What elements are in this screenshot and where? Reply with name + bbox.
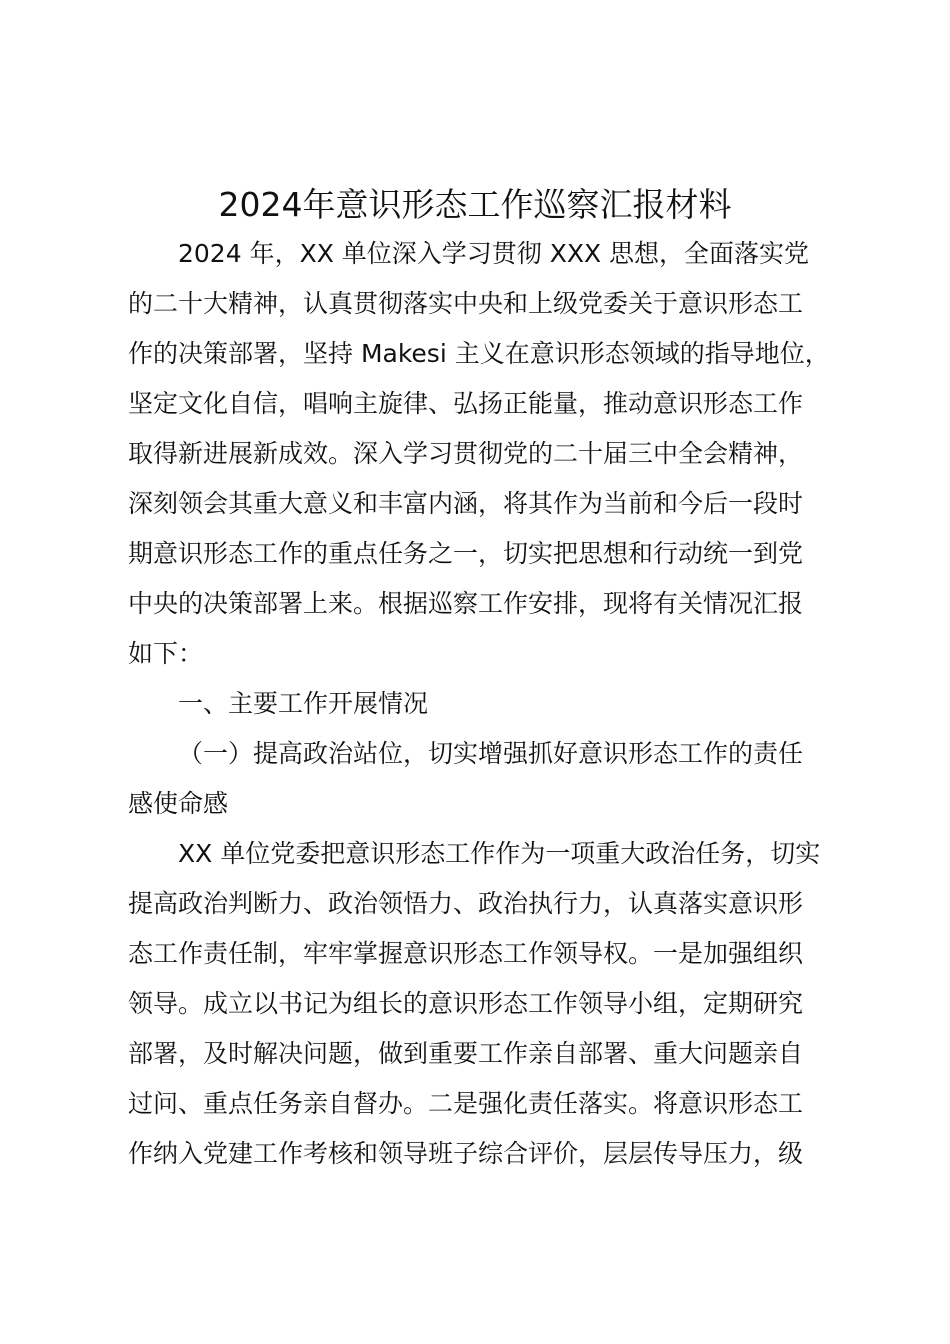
body-line: 作纳入党建工作考核和领导班子综合评价，层层传导压力，级 bbox=[128, 1139, 804, 1168]
body-line: 深刻领会其重大意义和丰富内涵，将其作为当前和今后一段时 bbox=[128, 489, 804, 518]
body-line: 提高政治判断力、政治领悟力、政治执行力，认真落实意识形 bbox=[128, 889, 804, 918]
body-line: 的二十大精神，认真贯彻落实中央和上级党委关于意识形态工 bbox=[128, 289, 804, 318]
body-line: 坚定文化自信，唱响主旋律、弘扬正能量，推动意识形态工作 bbox=[128, 389, 804, 418]
subsection-heading-cont: 感使命感 bbox=[128, 789, 229, 818]
section-heading: 一、主要工作开展情况 bbox=[178, 689, 429, 718]
body-line: 态工作责任制，牢牢掌握意识形态工作领导权。一是加强组织 bbox=[128, 939, 804, 968]
body-line: 如下： bbox=[128, 639, 204, 668]
body-line: 领导。成立以书记为组长的意识形态工作领导小组，定期研究 bbox=[128, 989, 804, 1018]
body-line: 部署，及时解决问题，做到重要工作亲自部署、重大问题亲自 bbox=[128, 1039, 804, 1068]
body-line: XX 单位党委把意识形态工作作为一项重大政治任务，切实 bbox=[178, 839, 821, 868]
body-line: 过问、重点任务亲自督办。二是强化责任落实。将意识形态工 bbox=[128, 1089, 804, 1118]
document-title: 2024年意识形态工作巡察汇报材料 bbox=[218, 185, 732, 224]
body-line: 中央的决策部署上来。根据巡察工作安排，现将有关情况汇报 bbox=[128, 589, 804, 618]
body-line: 2024 年，XX 单位深入学习贯彻 XXX 思想，全面落实党 bbox=[178, 239, 810, 268]
body-line: 取得新进展新成效。深入学习贯彻党的二十届三中全会精神， bbox=[128, 439, 804, 468]
body-line: 作的决策部署，坚持 Makesi 主义在意识形态领域的指导地位， bbox=[128, 339, 830, 368]
body-line: 期意识形态工作的重点任务之一，切实把思想和行动统一到党 bbox=[128, 539, 804, 568]
subsection-heading: （一）提高政治站位，切实增强抓好意识形态工作的责任 bbox=[178, 739, 804, 768]
